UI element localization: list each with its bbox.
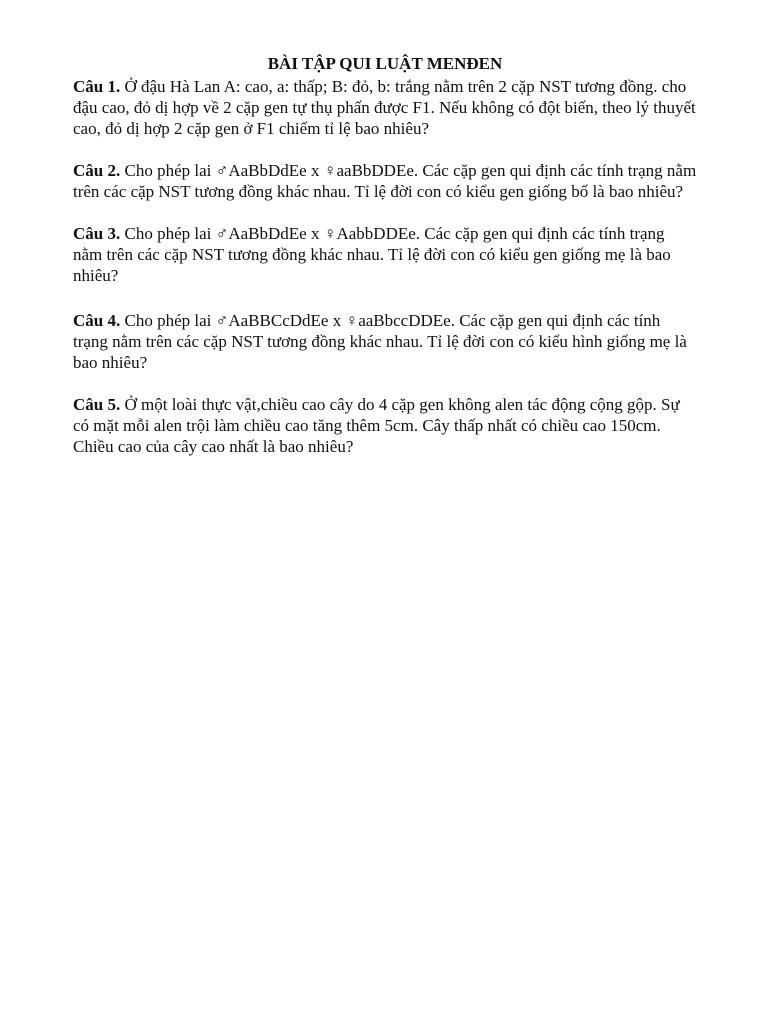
document-title: BÀI TẬP QUI LUẬT MENĐEN (267, 54, 503, 73)
question-1-text: Ở đậu Hà Lan A: cao, a: thấp; B: đỏ, b: trắng nằm trên 2 cặp NST tương đồng. cho đậu cao, đỏ dị hợp về 2 cặp gen tự thụ phấn được F1. Nếu không có đột biến, theo lý thuyết cao, đỏ dị hợp 2 cặp gen ở F1 chiếm tỉ lệ bao nhiêu? (73, 77, 696, 138)
question-5-text: Ở một loài thực vật,chiều cao cây do 4 cặp gen không alen tác động cộng gộp. Sự có mặt mỗi alen trội làm chiều cao tăng thêm 5cm. Cây thấp nhất có chiều cao 150cm. Chiều cao của cây cao nhất là bao nhiêu? (73, 395, 680, 456)
question-4 (73, 310, 697, 373)
question-3-text: Cho phép lai ♂AaBbDdEe x ♀AabbDDEe. Các cặp gen qui định các tính trạng nằm trên các cặp NST tương đồng khác nhau. Tỉ lệ đời con có kiểu gen giống mẹ là bao nhiêu? (73, 224, 671, 285)
question-5-label: Câu 5. (73, 395, 121, 414)
question-4-label: Câu 4. (73, 311, 121, 330)
question-3 (73, 223, 697, 286)
question-5 (73, 394, 697, 457)
question-2 (73, 160, 697, 202)
question-2-label: Câu 2. (73, 161, 121, 180)
question-1 (73, 76, 697, 139)
document-body (73, 53, 697, 457)
question-1-label: Câu 1. (73, 77, 121, 96)
question-3-label: Câu 3. (73, 224, 121, 243)
question-2-text: Cho phép lai ♂AaBbDdEe x ♀aaBbDDEe. Các cặp gen qui định các tính trạng nằm trên các cặp NST tương đồng khác nhau. Tỉ lệ đời con có kiểu gen giống bố là bao nhiêu? (73, 161, 697, 201)
question-4-text: Cho phép lai ♂AaBBCcDdEe x ♀aaBbccDDEe. Các cặp gen qui định các tính trạng nằm trên các cặp NST tương đồng khác nhau. Tỉ lệ đời con có kiểu hình giống mẹ là bao nhiêu? (73, 311, 687, 372)
